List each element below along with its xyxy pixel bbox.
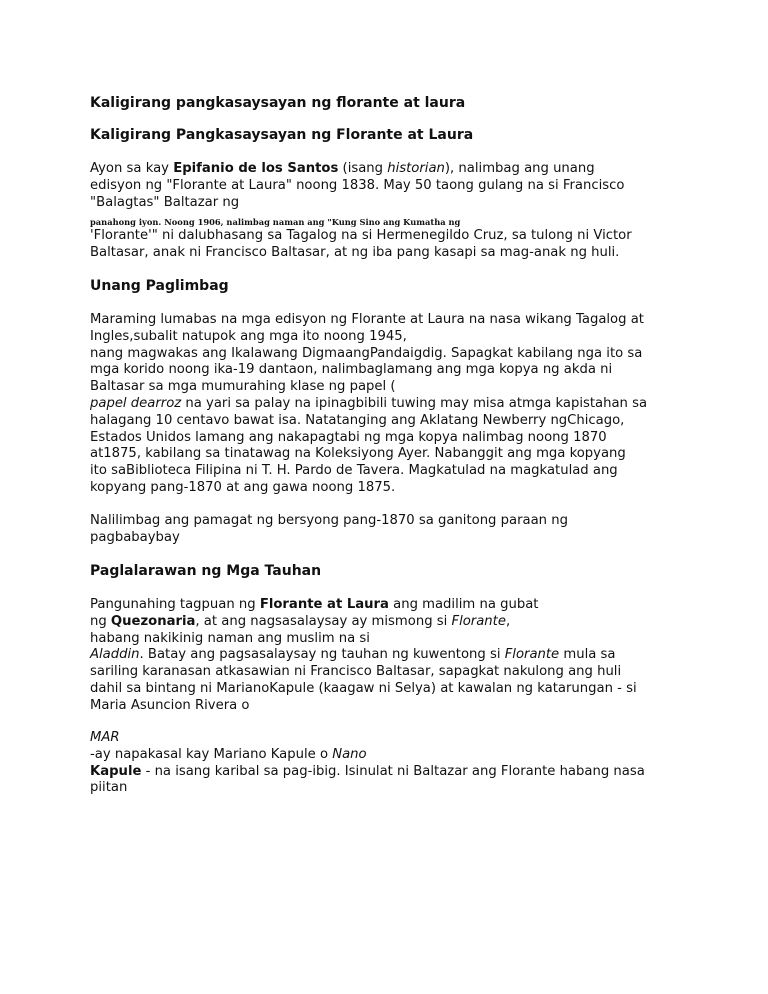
paglimbag-line: Estados Unidos lamang ang nakapagtabi ng mga kopya nalimbag noong 1870 (90, 429, 607, 445)
paglimbag-line: nang magwakas ang Ikalawang DigmaangPandaigdig. Sapagkat kabilang nga ito sa (90, 345, 643, 361)
intro-paragraph-cont (90, 228, 690, 262)
paglimbag-line: Ingles,subalit natupok ang mga ito noong 1945, (90, 328, 407, 344)
mar-paragraph (90, 730, 690, 797)
paglimbag-paragraph (90, 312, 690, 497)
intro-small-line: panahong iyon. Noong 1906, nalimbag naman ang "Kung Sino ang Kumatha ng (90, 217, 461, 227)
florante-name: Florante (451, 613, 506, 629)
heading-unang-paglimbag: Unang Paglimbag (90, 278, 229, 294)
mar-line (90, 730, 690, 747)
quezonaria-term: Quezonaria (110, 613, 196, 629)
tauhan-line: dahil sa bintang ni MarianoKapule (kaagaw ni Selya) at kawalan ng katarungan - si (90, 680, 637, 696)
paglimbag-line: papel dearroz na yari sa palay na ipinagbibili tuwing may misa atmga kapistahan sa (90, 395, 648, 411)
document-title: Kaligirang pangkasaysayan ng florante at laura (90, 95, 466, 111)
aladdin-name: Aladdin (90, 647, 140, 663)
intro-line-3: "Balagtas" Baltazar ng (90, 194, 240, 210)
tauhan-line: habang nakikinig naman ang muslim na si (90, 630, 370, 646)
mar-label: MAR (90, 730, 120, 745)
work-title: Florante at Laura (259, 597, 389, 612)
paglimbag-line: halagang 10 centavo bawat isa. Natatanging ang Aklatang Newberry ngChicago, (90, 412, 625, 428)
paglimbag-line: at1875, kabilang sa tinatawag na Koleksiyong Ayer. Nabanggit ang mga kopyang (90, 446, 626, 462)
intro-line-5: 'Florante'" ni dalubhasang sa Tagalog na si Hermenegildo Cruz, sa tulong ni Victor (90, 228, 632, 243)
pamagat-paragraph (90, 513, 690, 547)
intro-line-6: Baltasar, anak ni Francisco Baltasar, at ng iba pang kasapi sa mag-anak ng huli. (90, 244, 620, 260)
mar-line: piitan (90, 780, 128, 796)
intro-line-1: Ayon sa kay Epifanio de los Santos (isang historian), nalimbag ang unang (90, 161, 595, 176)
paglimbag-line: kopyang pang-1870 at ang gawa noong 1875. (90, 479, 396, 495)
historian-term: historian (387, 161, 445, 176)
paglimbag-line: mga korido noong ika-19 dantaon, nalimbaglamang ang mga kopya ng akda ni (90, 362, 613, 378)
florante-name: Florante (504, 647, 560, 663)
tauhan-line: sariling karanasan atkasawian ni Francisco Baltasar, sapagkat nakulong ang huli (90, 664, 622, 680)
kapule-name: Kapule (90, 763, 142, 779)
paglimbag-line: ito saBiblioteca Filipina ni T. H. Pardo de Tavera. Magkatulad na magkatulad ang (90, 463, 618, 479)
intro-line-2: edisyon ng "Florante at Laura" noong 1838. May 50 taong gulang na si Francisco (90, 177, 625, 193)
paglimbag-line: Baltasar sa mga mumurahing klase ng papel ( (90, 379, 396, 395)
tauhan-line: Pangunahing tagpuan ng Florante at Laura ang madilim na gubat (90, 597, 539, 612)
paglimbag-line: Maraming lumabas na mga edisyon ng Florante at Laura na nasa wikang Tagalog at (90, 312, 644, 327)
tauhan-line: ng Quezonaria, at ang nagsasalaysay ay mismong si Florante, (90, 613, 511, 629)
mar-line: -ay napakasal kay Mariano Kapule o Nano (90, 746, 367, 762)
intro-paragraph (90, 161, 690, 211)
nano-name: Nano (332, 746, 367, 762)
tauhan-line: Maria Asuncion Rivera o (90, 697, 250, 713)
mar-line: Kapule - na isang karibal sa pag-ibig. Isinulat ni Baltazar ang Florante habang nasa (90, 763, 645, 779)
tauhan-paragraph (90, 597, 690, 715)
heading-kaligirang: Kaligirang Pangkasaysayan ng Florante at Laura (90, 127, 474, 143)
heading-paglalarawan: Paglalarawan ng Mga Tauhan (90, 563, 322, 579)
pamagat-line: Nalilimbag ang pamagat ng bersyong pang-1870 sa ganitong paraan ng (90, 513, 568, 528)
author-name: Epifanio de los Santos (173, 161, 339, 176)
tauhan-line: Aladdin. Batay ang pagsasalaysay ng tauhan ng kuwentong si Florante mula sa (90, 647, 616, 663)
pamagat-line: pagbabaybay (90, 529, 180, 545)
papel-dearroz-term: papel dearroz (90, 395, 182, 411)
